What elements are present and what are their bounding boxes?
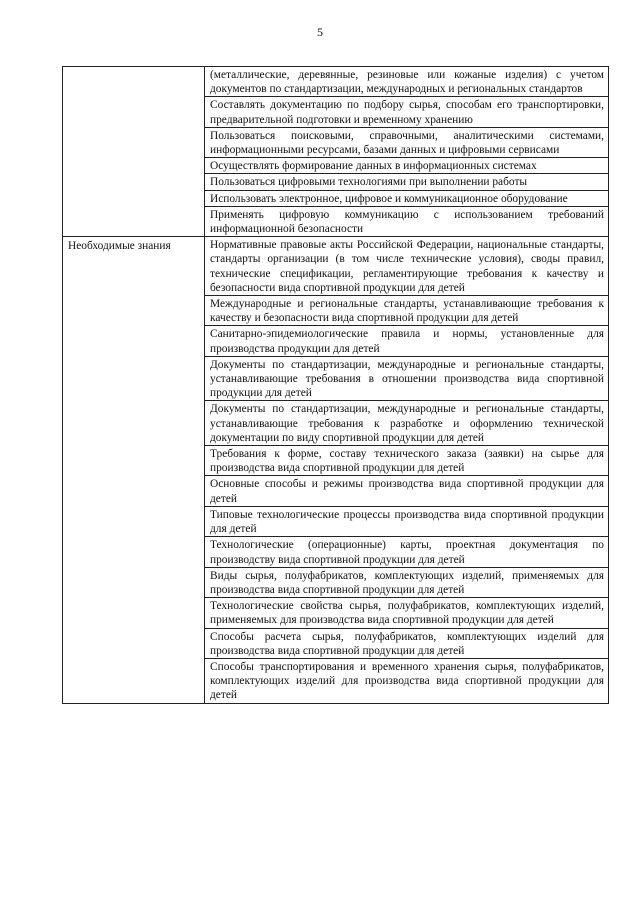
knowledge-item: Санитарно-эпидемиологические правила и нормы, установленные для производства продукции для детей — [205, 326, 609, 356]
knowledge-label-cell — [63, 446, 205, 476]
requirements-table — [62, 66, 609, 704]
knowledge-label-cell — [63, 401, 205, 446]
knowledge-item: Международные и региональные стандарты, устанавливающие требования к качеству и безопасности вида спортивной продукции для детей — [205, 296, 609, 326]
skills-label-cell — [63, 174, 205, 190]
knowledge-item: Способы транспортирования и временного хранения сырья, полуфабрикатов, комплектующих изделий для производства вида спортивной продукции для детей — [205, 658, 609, 703]
knowledge-item: Технологические свойства сырья, полуфабрикатов, комплектующих изделий, применяемых для производства вида спортивной продукции для детей — [205, 598, 609, 628]
knowledge-label-cell — [63, 658, 205, 703]
skills-label-cell — [63, 97, 205, 127]
skills-label-cell — [63, 67, 205, 97]
skill-item: Осуществлять формирование данных в информационных системах — [205, 158, 609, 174]
knowledge-label-cell — [63, 506, 205, 536]
skills-label-cell — [63, 206, 205, 236]
knowledge-item: Технологические (операционные) карты, проектная документация по производству вида спортивной продукции для детей — [205, 537, 609, 567]
knowledge-label-cell — [63, 296, 205, 326]
skill-item: (металлические, деревянные, резиновые или кожаные изделия) с учетом документов по стандартизации, международных и региональных стандартов — [205, 67, 609, 97]
knowledge-label: Необходимые знания — [63, 237, 205, 296]
skill-item: Составлять документацию по подбору сырья, способам его транспортировки, предварительной подготовки и временному хранению — [205, 97, 609, 127]
knowledge-label-cell — [63, 476, 205, 506]
knowledge-item: Нормативные правовые акты Российской Федерации, национальные стандарты, стандарты организации (в том числе технические условия), своды правил, технические спецификации, регламентирующие требования к качеству и безопасности вида спортивной продукции для детей — [205, 237, 609, 296]
knowledge-label-cell — [63, 567, 205, 597]
skills-label-cell — [63, 158, 205, 174]
knowledge-label-cell — [63, 326, 205, 356]
skill-item: Пользоваться цифровыми технологиями при выполнении работы — [205, 174, 609, 190]
knowledge-item: Способы расчета сырья, полуфабрикатов, комплектующих изделий для производства вида спортивной продукции для детей — [205, 628, 609, 658]
knowledge-label-cell — [63, 628, 205, 658]
knowledge-item: Документы по стандартизации, международные и региональные стандарты, устанавливающие требования в отношении производства вида спортивной продукции для детей — [205, 356, 609, 401]
knowledge-label-cell — [63, 356, 205, 401]
knowledge-item: Основные способы и режимы производства вида спортивной продукции для детей — [205, 476, 609, 506]
knowledge-label-cell — [63, 537, 205, 567]
page-number: 5 — [317, 25, 323, 39]
skill-item: Пользоваться поисковыми, справочными, аналитическими системами, информационными ресурсами, базами данных и цифровыми сервисами — [205, 127, 609, 157]
skill-item: Применять цифровую коммуникацию с использованием требований информационной безопасности — [205, 206, 609, 236]
skills-label-cell — [63, 190, 205, 206]
skill-item: Использовать электронное, цифровое и коммуникационное оборудование — [205, 190, 609, 206]
skills-label-cell — [63, 127, 205, 157]
knowledge-label-cell — [63, 598, 205, 628]
knowledge-item: Виды сырья, полуфабрикатов, комплектующих изделий, применяемых для производства вида спортивной продукции для детей — [205, 567, 609, 597]
knowledge-item: Требования к форме, составу технического заказа (заявки) на сырье для производства вида спортивной продукции для детей — [205, 446, 609, 476]
knowledge-item: Документы по стандартизации, международные и региональные стандарты, устанавливающие требования к разработке и оформлению технической документации по виду спортивной продукции для детей — [205, 401, 609, 446]
knowledge-item: Типовые технологические процессы производства вида спортивной продукции для детей — [205, 506, 609, 536]
